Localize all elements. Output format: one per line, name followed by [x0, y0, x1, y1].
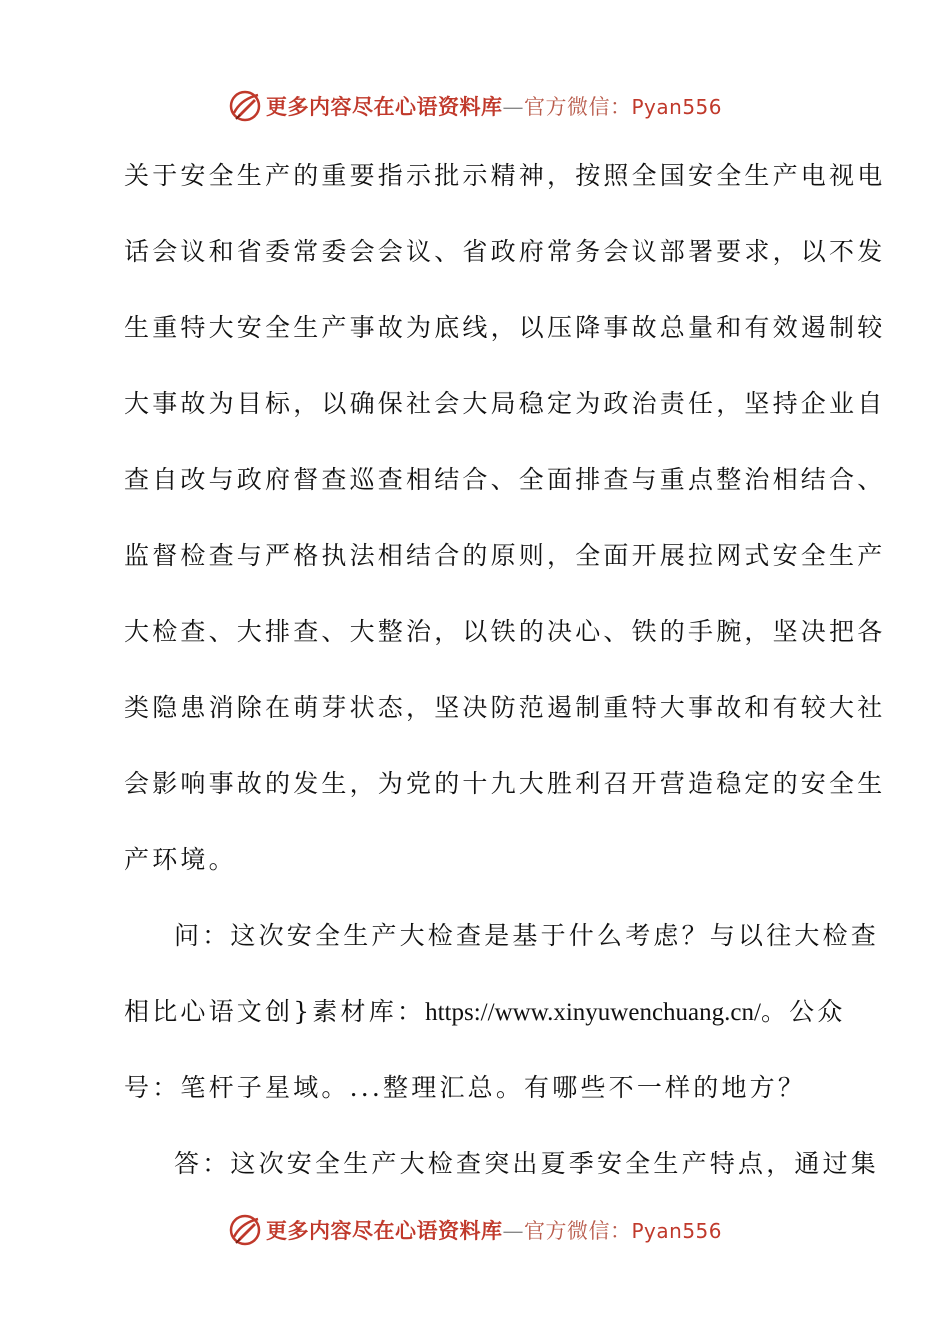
body-line: 会影响事故的发生，为党的十九大胜利召开营造稳定的安全生	[124, 769, 886, 798]
header-wechat-label: 官方微信：	[523, 95, 632, 119]
question-line: 问：这次安全生产大检查是基于什么考虑？与以往大检查	[174, 921, 880, 950]
footer-dash: —	[502, 1219, 524, 1243]
body-line: 关于安全生产的重要指示批示精神，按照全国安全生产电视电	[124, 161, 886, 190]
header-wechat-id: Pyan556	[631, 95, 722, 119]
question-text: 相比心语文创}素材库：	[124, 997, 426, 1026]
pen-logo-icon	[228, 1213, 262, 1247]
pen-logo-icon	[228, 89, 262, 123]
footer-wechat-id: Pyan556	[631, 1219, 722, 1243]
body-line: 查自改与政府督查巡查相结合、全面排查与重点整治相结合、	[124, 465, 886, 494]
footer-banner-text	[266, 1215, 722, 1245]
footer-wechat-label: 官方微信：	[523, 1219, 632, 1243]
body-line: 产环境。	[124, 845, 237, 874]
question-line-with-url	[124, 986, 846, 1062]
footer-banner	[0, 1208, 950, 1252]
body-line: 大事故为目标，以确保社会大局稳定为政治责任，坚持企业自	[124, 389, 886, 418]
header-dash: —	[502, 95, 524, 119]
header-banner	[0, 84, 950, 128]
body-line: 生重特大安全生产事故为底线，以压降事故总量和有效遏制较	[124, 313, 886, 342]
header-brand: 更多内容尽在心语资料库	[265, 94, 503, 119]
question-line: 号：笔杆子星域。...整理汇总。有哪些不一样的地方？	[124, 1073, 807, 1102]
question-text: 。公众	[760, 997, 846, 1026]
document-body	[124, 150, 886, 1214]
header-banner-text	[266, 91, 722, 121]
answer-line: 答：这次安全生产大检查突出夏季安全生产特点，通过集	[174, 1149, 880, 1178]
body-line: 大检查、大排查、大整治，以铁的决心、铁的手腕，坚决把各	[124, 617, 886, 646]
source-url: https://www.xinyuwenchuang.cn/	[425, 999, 761, 1026]
body-line: 监督检查与严格执法相结合的原则，全面开展拉网式安全生产	[124, 541, 886, 570]
body-line: 话会议和省委常委会会议、省政府常务会议部署要求，以不发	[124, 237, 886, 266]
body-line: 类隐患消除在萌芽状态，坚决防范遏制重特大事故和有较大社	[124, 693, 886, 722]
footer-brand: 更多内容尽在心语资料库	[265, 1218, 503, 1243]
